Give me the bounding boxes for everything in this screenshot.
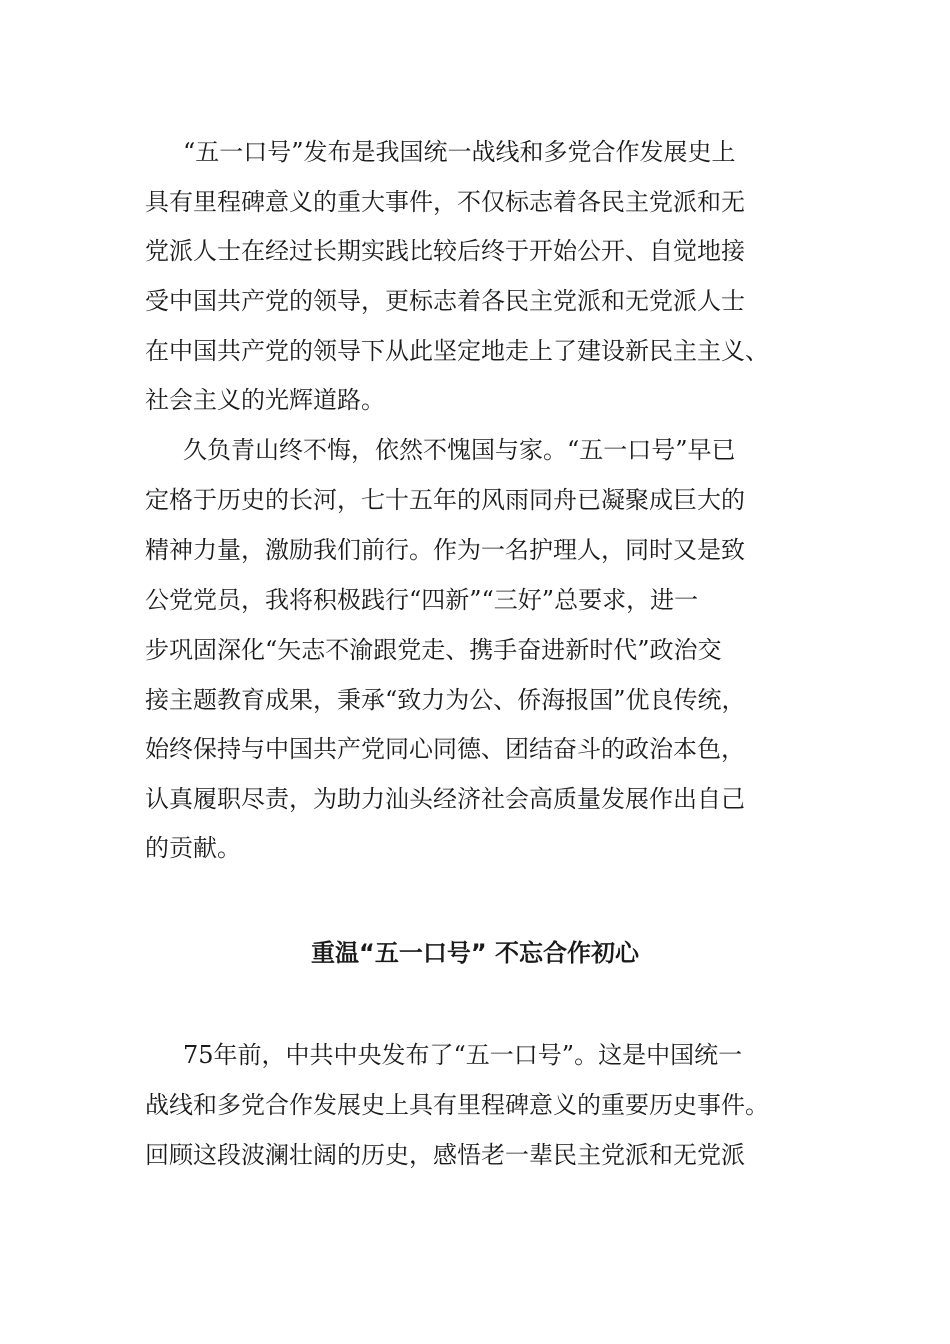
paragraph-2-line-4: 公党党员，我将积极践行“四新”“三好”总要求，进一 [145,586,699,614]
paragraph-1-line-2: 具有里程碑意义的重大事件，不仅标志着各民主党派和无 [145,188,745,216]
paragraph-3-line-1: 75年前，中共中央发布了“五一口号”。这是中国统一 [183,1041,743,1069]
paragraph-2-line-7: 始终保持与中国共产党同心同德、团结奋斗的政治本色， [145,735,745,763]
paragraph-1-line-6: 社会主义的光辉道路。 [145,386,385,414]
paragraph-2-line-8: 认真履职尽责，为助力汕头经济社会高质量发展作出自己 [145,785,745,813]
paragraph-2-line-1: 久负青山终不悔，依然不愧国与家。“五一口号”早已 [183,436,736,464]
paragraph-2-line-2: 定格于历史的长河，七十五年的风雨同舟已凝聚成巨大的 [145,486,745,514]
paragraph-1-line-1: “五一口号”发布是我国统一战线和多党合作发展史上 [183,138,736,166]
section-title: 重温“五一口号” 不忘合作初心 [311,939,639,967]
paragraph-2-line-5: 步巩固深化“矢志不渝跟党走、携手奋进新时代”政治交 [145,636,722,664]
paragraph-1-line-5: 在中国共产党的领导下从此坚定地走上了建设新民主主义、 [145,337,769,365]
paragraph-2-line-9: 的贡献。 [145,834,241,862]
paragraph-3-line-3: 回顾这段波澜壮阔的历史，感悟老一辈民主党派和无党派 [145,1141,745,1169]
paragraph-1-line-3: 党派人士在经过长期实践比较后终于开始公开、自觉地接 [145,237,745,265]
paragraph-2-line-3: 精神力量，激励我们前行。作为一名护理人，同时又是致 [145,536,745,564]
paragraph-2-line-6: 接主题教育成果，秉承“致力为公、侨海报国”优良传统， [145,686,746,714]
paragraph-1-line-4: 受中国共产党的领导，更标志着各民主党派和无党派人士 [145,287,745,315]
paragraph-3-line-2: 战线和多党合作发展史上具有里程碑意义的重要历史事件。 [145,1091,769,1119]
